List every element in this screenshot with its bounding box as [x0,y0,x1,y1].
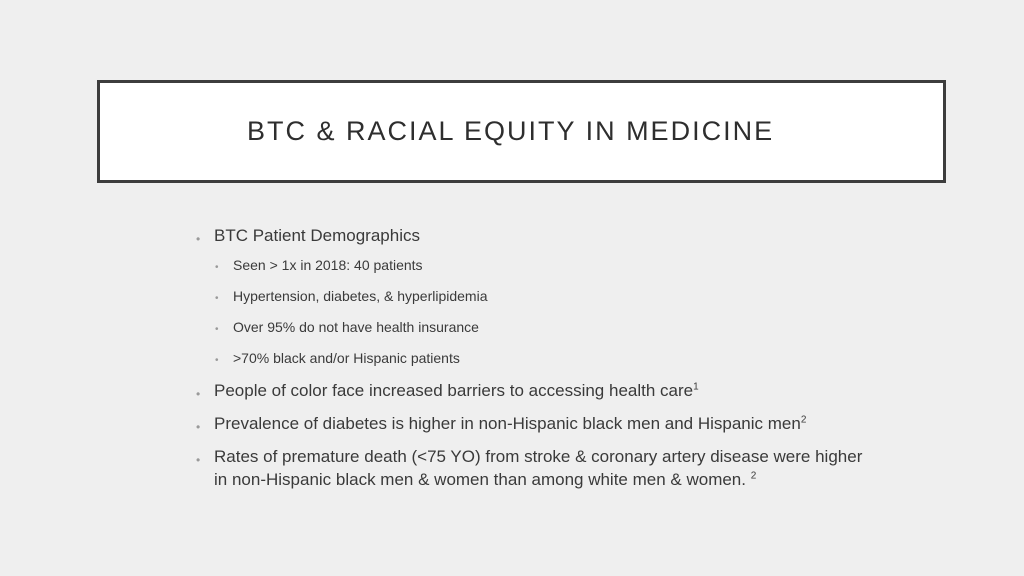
sub-bullet-conditions [215,286,916,306]
sub-bullet-text: >70% black and/or Hispanic patients [233,350,460,366]
bullet-dot-icon: • [196,387,201,401]
bullet-diabetes [196,412,916,435]
bullet-dot-icon: • [196,420,201,434]
sub-bullet-seen [215,255,916,275]
footnote-ref: 2 [750,470,757,482]
bullet-barriers [196,379,916,402]
bullet-demographics-label: BTC Patient Demographics [214,226,420,245]
bullet-dot-icon: • [215,262,219,273]
bullet-diabetes-text: Prevalence of diabetes is higher in non-Hispanic black men and Hispanic men [214,414,801,433]
bullet-dot-icon: • [215,293,219,304]
sub-bullet-text: Seen > 1x in 2018: 40 patients [233,257,423,273]
bullet-list [196,224,916,501]
bullet-mortality-line1: Rates of premature death (<75 YO) from stroke & coronary artery disease were higher [214,447,863,466]
bullet-dot-icon: • [215,324,219,335]
bullet-dot-icon: • [196,232,201,246]
sub-bullet-insurance [215,317,916,337]
bullet-dot-icon: • [196,453,201,467]
sub-bullet-text: Hypertension, diabetes, & hyperlipidemia [233,288,488,304]
bullet-demographics [196,224,916,247]
title-box [97,80,946,183]
slide-title: BTC & RACIAL EQUITY IN MEDICINE [247,116,775,146]
bullet-barriers-text: People of color face increased barriers to accessing health care [214,381,694,400]
bullet-mortality-line2: in non-Hispanic black men & women than among white men & women. [214,470,751,489]
bullet-mortality [196,445,916,491]
sub-bullet-text: Over 95% do not have health insurance [233,319,479,335]
footnote-ref: 1 [693,381,699,393]
sub-bullet-race [215,348,916,368]
bullet-dot-icon: • [215,355,219,366]
footnote-ref: 2 [800,414,807,426]
